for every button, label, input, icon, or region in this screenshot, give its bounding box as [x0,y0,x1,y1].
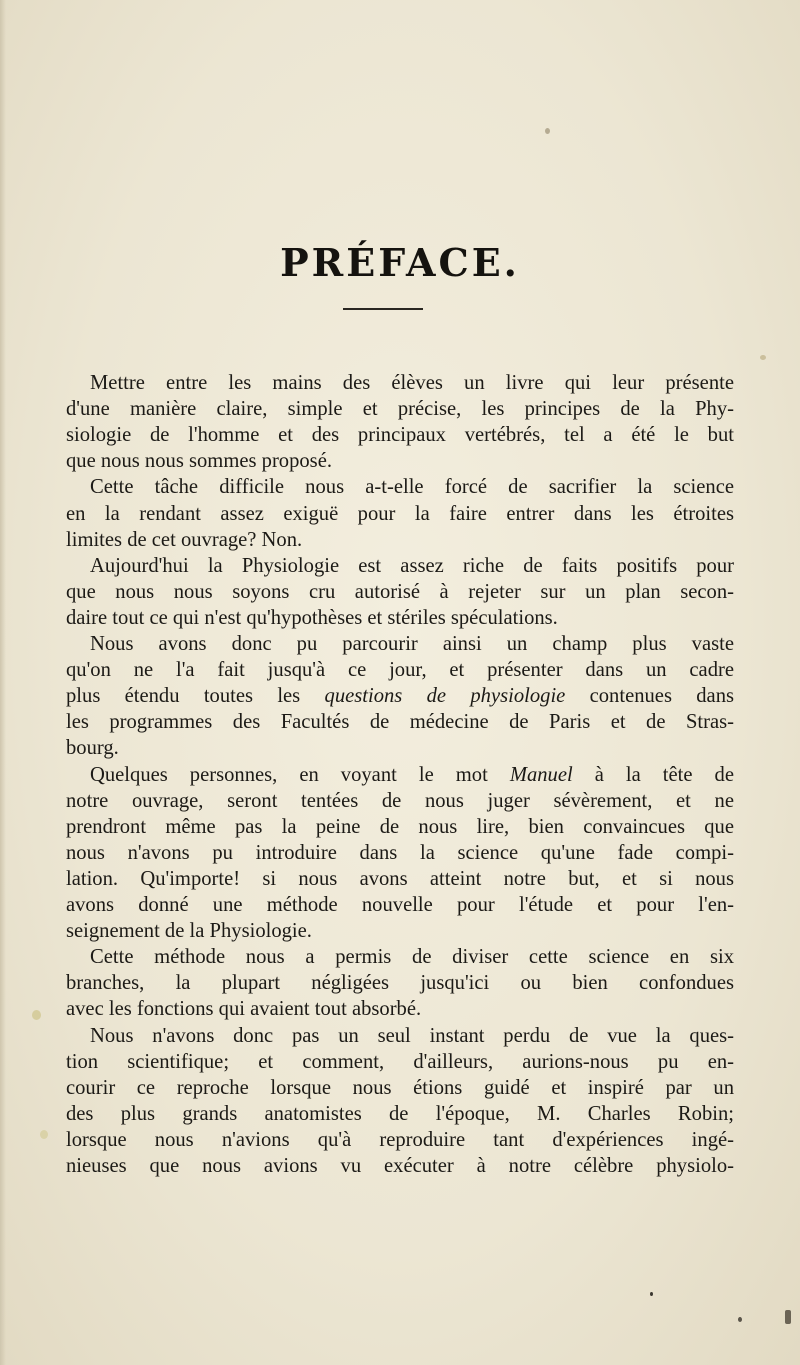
paper-speck [40,1130,48,1139]
text-line: des plus grands anatomistes de l'époque, M. Charles Robin; [66,1102,734,1125]
text-line: avons donné une méthode nouvelle pour l'étude et pour l'en- [66,894,734,916]
text-line: tion scientifique; et comment, d'ailleurs, aurions-nous pu en- [66,1050,734,1073]
text-line: Nous n'avons donc pas un seul instant perdu de vue la ques- [90,1024,734,1047]
paper-speck [32,1010,41,1020]
text-line: nieuses que nous avions vu exécuter à notre célèbre physiolo- [66,1155,734,1177]
text-line: daire tout ce qui n'est qu'hypothèses et stériles spéculations. [66,606,558,629]
paper-speck [650,1292,653,1296]
page-title: PRÉFACE. [280,240,520,285]
text-line: limites de cet ouvrage? Non. [66,528,303,551]
text-line: en la rendant assez exiguë pour la faire entrer dans les étroites [66,502,734,525]
text-line: prendront même pas la peine de nous lire, bien convaincues que [66,815,734,838]
text-line: Cette tâche difficile nous a-t-elle forcé de sacrifier la science [90,476,734,499]
text-line: Mettre entre les mains des élèves un livre qui leur présente [90,372,734,394]
text-line: que nous nous soyons cru autorisé à rejeter sur un plan secon- [66,580,734,603]
text-line: Quelques personnes, en voyant le mot Manuel à la tête de [90,763,734,786]
text-line: courir ce reproche lorsque nous étions guidé et inspiré par un [66,1076,734,1099]
text-line: d'une manière claire, simple et précise, les principes de la Phy- [66,398,734,421]
text-line: seignement de la Physiologie. [66,920,312,943]
text-line: branches, la plupart négligées jusqu'ici ou bien confondues [66,972,734,995]
text-line: avec les fonctions qui avaient tout absorbé. [66,998,422,1021]
text-line: qu'on ne l'a fait jusqu'à ce jour, et présenter dans un cadre [66,659,734,682]
paper-speck [760,355,766,360]
text-line: notre ouvrage, seront tentées de nous juger sévèrement, et ne [66,789,734,812]
text-line: plus étendu toutes les questions de physiologie contenues dans [66,685,735,708]
text-line: Cette méthode nous a permis de diviser cette science en six [90,946,734,969]
paper-speck [545,128,550,134]
text-line: lorsque nous n'avions qu'à reproduire tant d'expériences ingé- [66,1128,734,1151]
text-line: Aujourd'hui la Physiologie est assez riche de faits positifs pour [90,554,734,577]
text-line: bourg. [66,737,119,760]
text-line: Nous avons donc pu parcourir ainsi un champ plus vaste [90,633,734,655]
text-line: nous n'avons pu introduire dans la science qu'une fade compi- [66,841,734,864]
text-line: lation. Qu'importe! si nous avons atteint notre but, et si nous [66,867,734,890]
text-line: les programmes des Facultés de médecine de Paris et de Stras- [66,711,734,734]
title-rule [343,308,423,310]
paper-speck [738,1317,742,1322]
page-binding-edge [0,0,6,1365]
text-line: siologie de l'homme et des principaux vertébrés, tel a été le but [66,424,734,447]
paper-speck [785,1310,791,1324]
text-line: que nous nous sommes proposé. [66,450,332,473]
